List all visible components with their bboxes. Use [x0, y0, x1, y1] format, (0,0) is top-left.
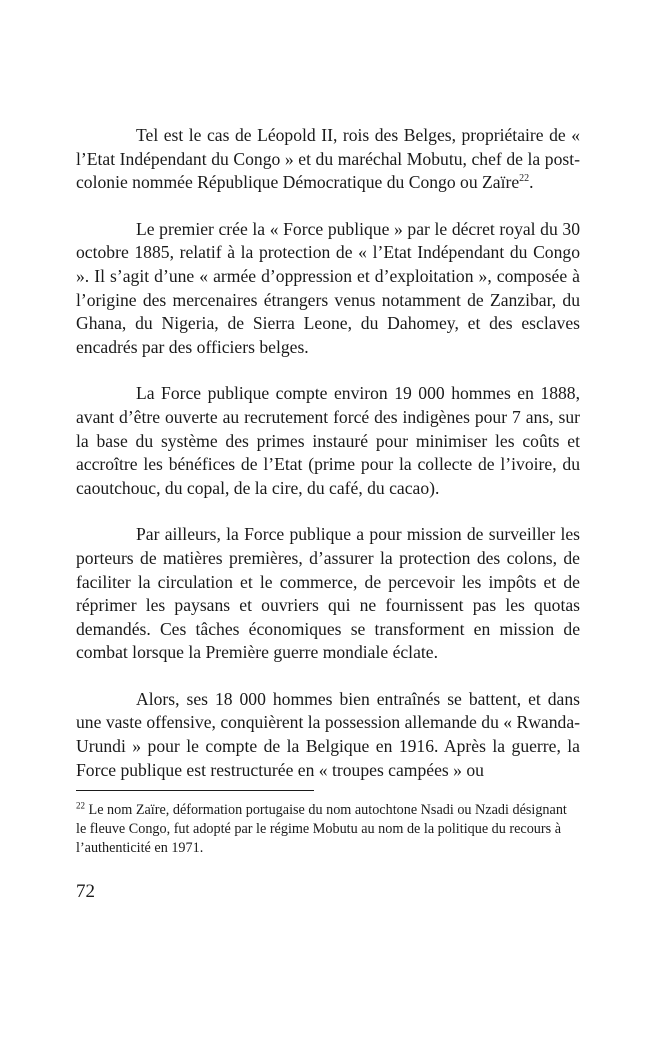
- footnote-reference[interactable]: 22: [519, 173, 530, 185]
- paragraph-5: Alors, ses 18 000 hommes bien entraînés se battent, et dans une vaste offensive, conquièrent la possession allemande du « Rwanda-Urundi » pour le compte de la Belgique en 1916. Après la guerre, la Force publique est restructurée en « troupes campées » ou: [76, 688, 580, 780]
- footnote: [76, 801, 576, 858]
- footnote-text: Le nom Zaïre, déformation portugaise du nom autochtone Nsadi ou Nzadi désignant le fleuve Congo, fut adopté par le régime Mobutu au nom de la politique du recours à l’authenticité en 1971.: [76, 802, 567, 856]
- page-body: [76, 124, 580, 805]
- paragraph-2: Le premier crée la « Force publique » par le décret royal du 30 octobre 1885, relatif à la protection de « l’Etat Indépendant du Congo ». Il s’agit d’une « armée d’oppression et d’exploitation », composée à l’origine des mercenaires étrangers venus notamment de Zanzibar, du Ghana, du Nigeria, de Sierra Leone, du Dahomey, et des esclaves encadrés par des officiers belges.: [76, 218, 580, 357]
- paragraph-3: La Force publique compte environ 19 000 hommes en 1888, avant d’être ouverte au recrutement forcé des indigènes pour 7 ans, sur la base du système des primes instauré pour minimiser les coûts et accroître les bénéfices de l’Etat (prime pour la collecte de l’ivoire, du caoutchouc, du copal, de la cire, du café, du cacao).: [76, 383, 580, 498]
- paragraph-1: [76, 124, 580, 195]
- paragraph-1-text: Tel est le cas de Léopold II, rois des Belges, propriétaire de « l’Etat Indépendant du Congo » et du maréchal Mobutu, chef de la post-colonie nommée République Démocratique du Congo ou Zaïre: [76, 125, 580, 193]
- paragraph-4: Par ailleurs, la Force publique a pour mission de surveiller les porteurs de matières premières, d’assurer la protection des colons, de faciliter la circulation et le commerce, de percevoir les impôts et de réprimer les paysans et ouvriers qui ne fournissent pas les quotas demandés. Ces tâches économiques se transforment en mission de combat lorsque la Première guerre mondiale éclate.: [76, 524, 580, 663]
- footnote-separator: [76, 790, 314, 791]
- page-number: 72: [76, 881, 95, 902]
- footnote-number: 22: [76, 800, 85, 811]
- paragraph-1-end: .: [529, 172, 534, 193]
